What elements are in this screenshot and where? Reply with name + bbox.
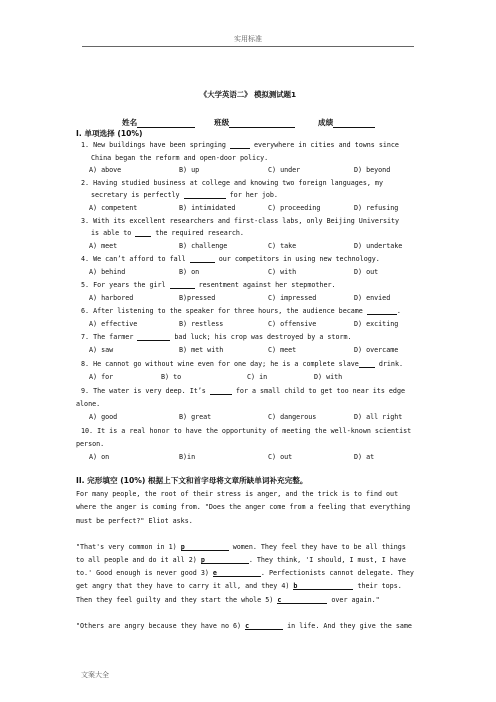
q1-line1 bbox=[81, 141, 399, 149]
cloze-4-letter: b bbox=[293, 582, 298, 590]
passage-p1-line2: where the anger is coming from. "Does the anger come from a feeling that everything bbox=[76, 503, 411, 511]
q9-text-a: 9. The water is very deep. It’s bbox=[81, 387, 206, 395]
page-footer: 文案大全 bbox=[81, 671, 109, 679]
q9-option-d[interactable]: D) all right bbox=[354, 413, 403, 421]
q2-option-d[interactable]: D) refusing bbox=[354, 204, 399, 212]
q2-option-c[interactable]: C) proceeding bbox=[268, 204, 321, 212]
q3-option-d[interactable]: D) undertake bbox=[354, 242, 403, 250]
q9-option-b[interactable]: B) great bbox=[179, 413, 212, 421]
cloze-blank-4[interactable] bbox=[293, 582, 353, 590]
p2-l2-text-b: . They think, 'I should, I must, I have bbox=[248, 556, 406, 564]
q2-line2 bbox=[91, 191, 278, 199]
score-blank[interactable] bbox=[333, 119, 375, 128]
q9-blank[interactable] bbox=[210, 387, 232, 395]
q1-option-c[interactable]: C) under bbox=[268, 166, 301, 174]
q7-text-a: 7. The farmer bbox=[81, 333, 134, 341]
q9-text-b: for a small child to get too near its edge bbox=[235, 387, 405, 395]
q8-option-d[interactable]: D) with bbox=[314, 373, 343, 381]
q3-option-b[interactable]: B) challenge bbox=[179, 242, 228, 250]
class-field bbox=[214, 117, 295, 128]
q6-option-d[interactable]: D) exciting bbox=[354, 320, 399, 328]
q5-line1 bbox=[81, 281, 336, 289]
q6-line1 bbox=[81, 307, 401, 315]
cloze-1-letter: p bbox=[180, 543, 185, 551]
q4-option-b[interactable]: B) on bbox=[179, 268, 200, 276]
q2-line1: 2. Having studied business at college and knowing two foreign languages, my bbox=[81, 179, 383, 187]
passage-p1-line1: For many people, the root of their stress is anger, and the trick is to find out bbox=[76, 490, 399, 498]
q5-option-d[interactable]: D) envied bbox=[354, 294, 391, 302]
q8-line1 bbox=[81, 360, 403, 368]
q4-blank[interactable] bbox=[190, 255, 215, 263]
q1-text-b: everywhere in cities and towns since bbox=[254, 141, 399, 149]
q6-blank[interactable] bbox=[367, 307, 397, 315]
p2-l3-text-a: to.' Good enough is never good 3) bbox=[76, 569, 209, 577]
q1-option-d[interactable]: D) beyond bbox=[354, 166, 391, 174]
q7-line1 bbox=[81, 333, 352, 341]
q10-option-c[interactable]: C) out bbox=[268, 453, 293, 461]
q3-option-c[interactable]: C) take bbox=[268, 242, 297, 250]
q8-option-a[interactable]: A) for bbox=[89, 373, 114, 381]
header-rule bbox=[82, 46, 414, 47]
p2-l4-text-a: get angry that they have to carry it all, and they 4) bbox=[76, 582, 290, 590]
p3-l1-text-a: "Others are angry because they have no 6) bbox=[76, 622, 242, 630]
q3-line1: 3. With its excellent researchers and first-class labs, only Beijing University bbox=[81, 217, 400, 225]
score-label: 成绩 bbox=[318, 118, 334, 127]
cloze-blank-5[interactable] bbox=[277, 596, 327, 604]
p2-l3-text-b: . Perfectionists cannot delegate. They bbox=[260, 569, 414, 577]
q3-text-a: is able to bbox=[91, 229, 132, 237]
q7-blank[interactable] bbox=[137, 333, 170, 341]
q10-option-b[interactable]: B)in bbox=[179, 453, 196, 461]
q8-option-c[interactable]: C) in bbox=[247, 373, 268, 381]
cloze-5-letter: c bbox=[277, 596, 282, 604]
q7-option-a[interactable]: A) saw bbox=[89, 346, 114, 354]
p2-l1-text-a: "That's very common in 1) bbox=[76, 543, 177, 551]
name-label: 姓名 bbox=[122, 118, 138, 127]
q4-text-b: our competitors in using new technology. bbox=[218, 255, 380, 263]
page-header: 实用标准 bbox=[234, 35, 262, 43]
class-blank[interactable] bbox=[229, 119, 295, 128]
q6-text-a: 6. After listening to the speaker for three hours, the audience became bbox=[81, 307, 363, 315]
cloze-3-letter: e bbox=[212, 569, 217, 577]
q4-option-a[interactable]: A) behind bbox=[89, 268, 126, 276]
section1-heading: I. 单项选择 (10%) bbox=[76, 129, 143, 138]
q4-option-d[interactable]: D) out bbox=[354, 268, 379, 276]
name-blank[interactable] bbox=[137, 119, 195, 128]
cloze-blank-3[interactable] bbox=[213, 569, 261, 577]
p2-l1-text-b: women. They feel they have to be all things bbox=[232, 543, 406, 551]
q3-text-b: the required research. bbox=[155, 229, 244, 237]
q5-blank[interactable] bbox=[170, 281, 195, 289]
cloze-blank-1[interactable] bbox=[181, 543, 229, 551]
q7-option-b[interactable]: B) met with bbox=[179, 346, 224, 354]
q8-text-a: 8. He cannot go without wine even for one day; he is a complete slave bbox=[81, 360, 359, 368]
q7-text-b: bad luck; his crop was destroyed by a storm. bbox=[174, 333, 352, 341]
q6-text-b: . bbox=[396, 307, 401, 315]
passage-p2-line2 bbox=[76, 556, 406, 564]
q3-option-a[interactable]: A) meet bbox=[89, 242, 118, 250]
cloze-2-letter: p bbox=[200, 556, 205, 564]
q3-line2 bbox=[91, 229, 244, 237]
p2-l5-text-a: Then they feel guilty and they start the whole 5) bbox=[76, 596, 274, 604]
passage-p2-line1 bbox=[76, 543, 406, 551]
q7-option-c[interactable]: C) meet bbox=[268, 346, 297, 354]
q1-text-a: 1. New buildings have been springing bbox=[81, 141, 226, 149]
q9-line1 bbox=[81, 387, 405, 395]
q9-option-a[interactable]: A) good bbox=[89, 413, 118, 421]
q5-option-c[interactable]: C) impressed bbox=[268, 294, 317, 302]
q8-blank[interactable] bbox=[359, 360, 375, 368]
q10-option-d[interactable]: D) at bbox=[354, 453, 375, 461]
passage-p1-line3: must be perfect?" Eliot asks. bbox=[76, 517, 193, 525]
q2-text-a: secretary is perfectly bbox=[91, 191, 180, 199]
q10-line2: person. bbox=[76, 440, 105, 448]
q2-option-b[interactable]: B) intimidated bbox=[179, 204, 236, 212]
q4-line1 bbox=[81, 255, 380, 263]
q5-text-b: resentment against her stepmother. bbox=[198, 281, 336, 289]
q6-option-b[interactable]: B) restless bbox=[179, 320, 224, 328]
q7-option-d[interactable]: D) overcame bbox=[354, 346, 399, 354]
q4-option-c[interactable]: C) with bbox=[268, 268, 297, 276]
exam-title: 《大学英语二》 模拟测试题1 bbox=[199, 90, 297, 99]
passage-p2-line4 bbox=[76, 582, 402, 590]
q1-line2: China began the reform and open-door policy. bbox=[91, 154, 269, 162]
q10-option-a[interactable]: A) on bbox=[89, 453, 110, 461]
passage-p2-line5 bbox=[76, 596, 380, 604]
q6-option-a[interactable]: A) effective bbox=[89, 320, 138, 328]
q1-option-a[interactable]: A) above bbox=[89, 166, 122, 174]
q9-option-c[interactable]: C) dangerous bbox=[268, 413, 317, 421]
q9-line2: alone. bbox=[76, 400, 101, 408]
cloze-blank-6[interactable] bbox=[245, 622, 283, 630]
cloze-6-letter: c bbox=[245, 622, 250, 630]
q3-blank[interactable] bbox=[135, 229, 151, 237]
q6-option-c[interactable]: C) offensive bbox=[268, 320, 317, 328]
name-field bbox=[122, 117, 195, 128]
cloze-blank-2[interactable] bbox=[201, 556, 249, 564]
passage-p3-line1 bbox=[76, 622, 412, 630]
q2-option-a[interactable]: A) competent bbox=[89, 204, 138, 212]
q8-text-b: drink. bbox=[378, 360, 404, 368]
q4-text-a: 4. We can’t afford to fall bbox=[81, 255, 186, 263]
passage-p2-line3 bbox=[76, 569, 414, 577]
score-field bbox=[318, 117, 375, 128]
p3-l1-text-b: in life. And they give the same bbox=[287, 622, 412, 630]
q10-line1: 10. It is a real honor to have the opportunity of meeting the well-known scientist bbox=[81, 427, 412, 435]
q5-option-b[interactable]: B)pressed bbox=[179, 294, 216, 302]
q2-blank[interactable] bbox=[184, 191, 226, 199]
p2-l4-text-b: their tops. bbox=[357, 582, 402, 590]
q8-option-b[interactable]: B) to bbox=[161, 373, 182, 381]
p2-l2-text-a: to all people and do it all 2) bbox=[76, 556, 197, 564]
q5-text-a: 5. For years the girl bbox=[81, 281, 166, 289]
p2-l5-text-b: over again." bbox=[331, 596, 380, 604]
section2-heading: II. 完形填空 (10%) 根据上下文和首字母将文章所缺单词补充完整。 bbox=[76, 476, 308, 485]
q1-option-b[interactable]: B) up bbox=[179, 166, 200, 174]
q1-blank[interactable] bbox=[230, 141, 250, 149]
q5-option-a[interactable]: A) harbored bbox=[89, 294, 134, 302]
class-label: 班级 bbox=[214, 118, 230, 127]
q2-text-b: for her job. bbox=[229, 191, 278, 199]
